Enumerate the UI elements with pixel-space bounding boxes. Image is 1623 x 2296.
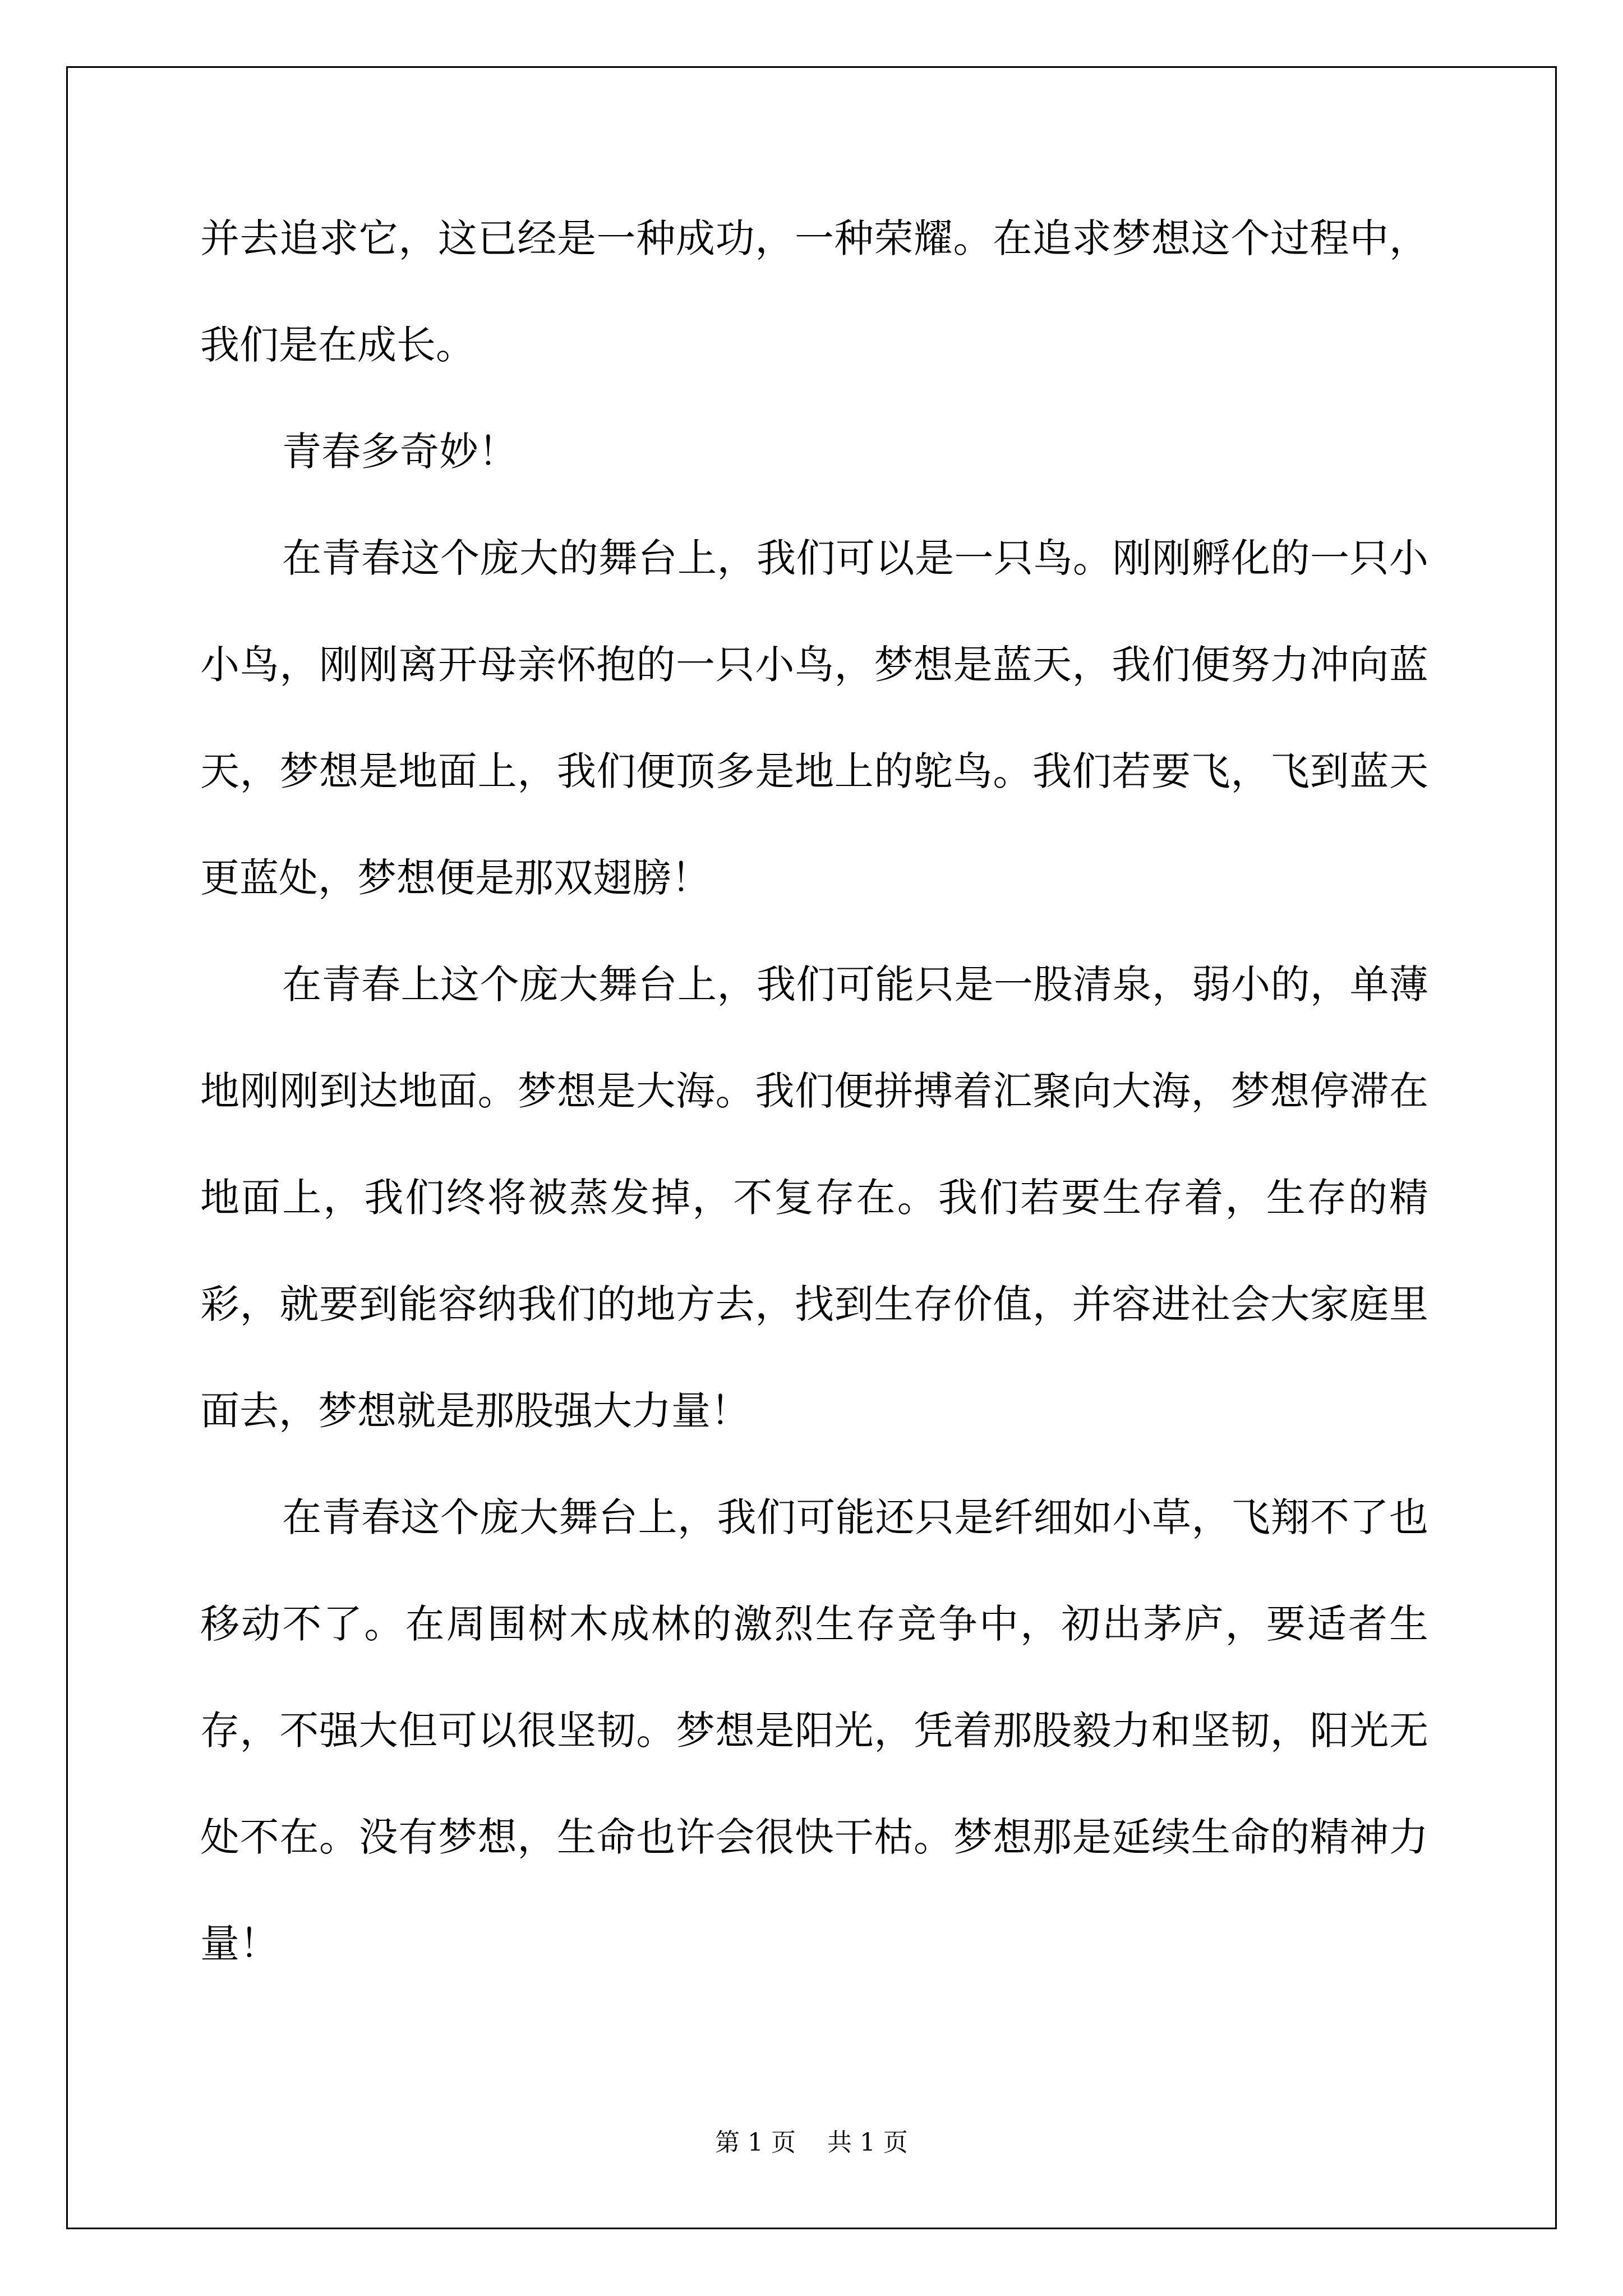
- page-number: 第 1 页: [715, 2128, 796, 2157]
- paragraph-3: 在青春这个庞大的舞台上，我们可以是一只鸟。刚刚孵化的一只小小鸟，刚刚离开母亲怀抱的一只小鸟，梦想是蓝天，我们便努力冲向蓝天，梦想是地面上，我们便顶多是地上的鸵鸟。我们若要飞，飞到蓝天更蓝处，梦想便是那双翅膀！: [200, 535, 1428, 901]
- paragraph-2: 青春多奇妙！: [282, 429, 518, 475]
- page-footer: [0, 2126, 1623, 2160]
- page-total: 共 1 页: [827, 2128, 908, 2157]
- paragraph-4: 在青春上这个庞大舞台上，我们可能只是一股清泉，弱小的，单薄地刚刚到达地面。梦想是大海。我们便拼搏着汇聚向大海，梦想停滞在地面上，我们终将被蒸发掉，不复存在。我们若要生存着，生存的精彩，就要到能容纳我们的地方去，找到生存价值，并容进社会大家庭里面去，梦想就是那股强大力量！: [200, 961, 1428, 1434]
- paragraph-1: 并去追求它，这已经是一种成功，一种荣耀。在追求梦想这个过程中，我们是在成长。: [200, 215, 1428, 368]
- paragraph-5: 在青春这个庞大舞台上，我们可能还只是纤细如小草，飞翔不了也移动不了。在周围树木成林的激烈生存竞争中，初出茅庐，要适者生存，不强大但可以很坚韧。梦想是阳光，凭着那股毅力和坚韧，阳光无处不在。没有梦想，生命也许会很快干枯。梦想那是延续生命的精神力量！: [200, 1494, 1428, 1967]
- document-body: [200, 185, 1428, 1997]
